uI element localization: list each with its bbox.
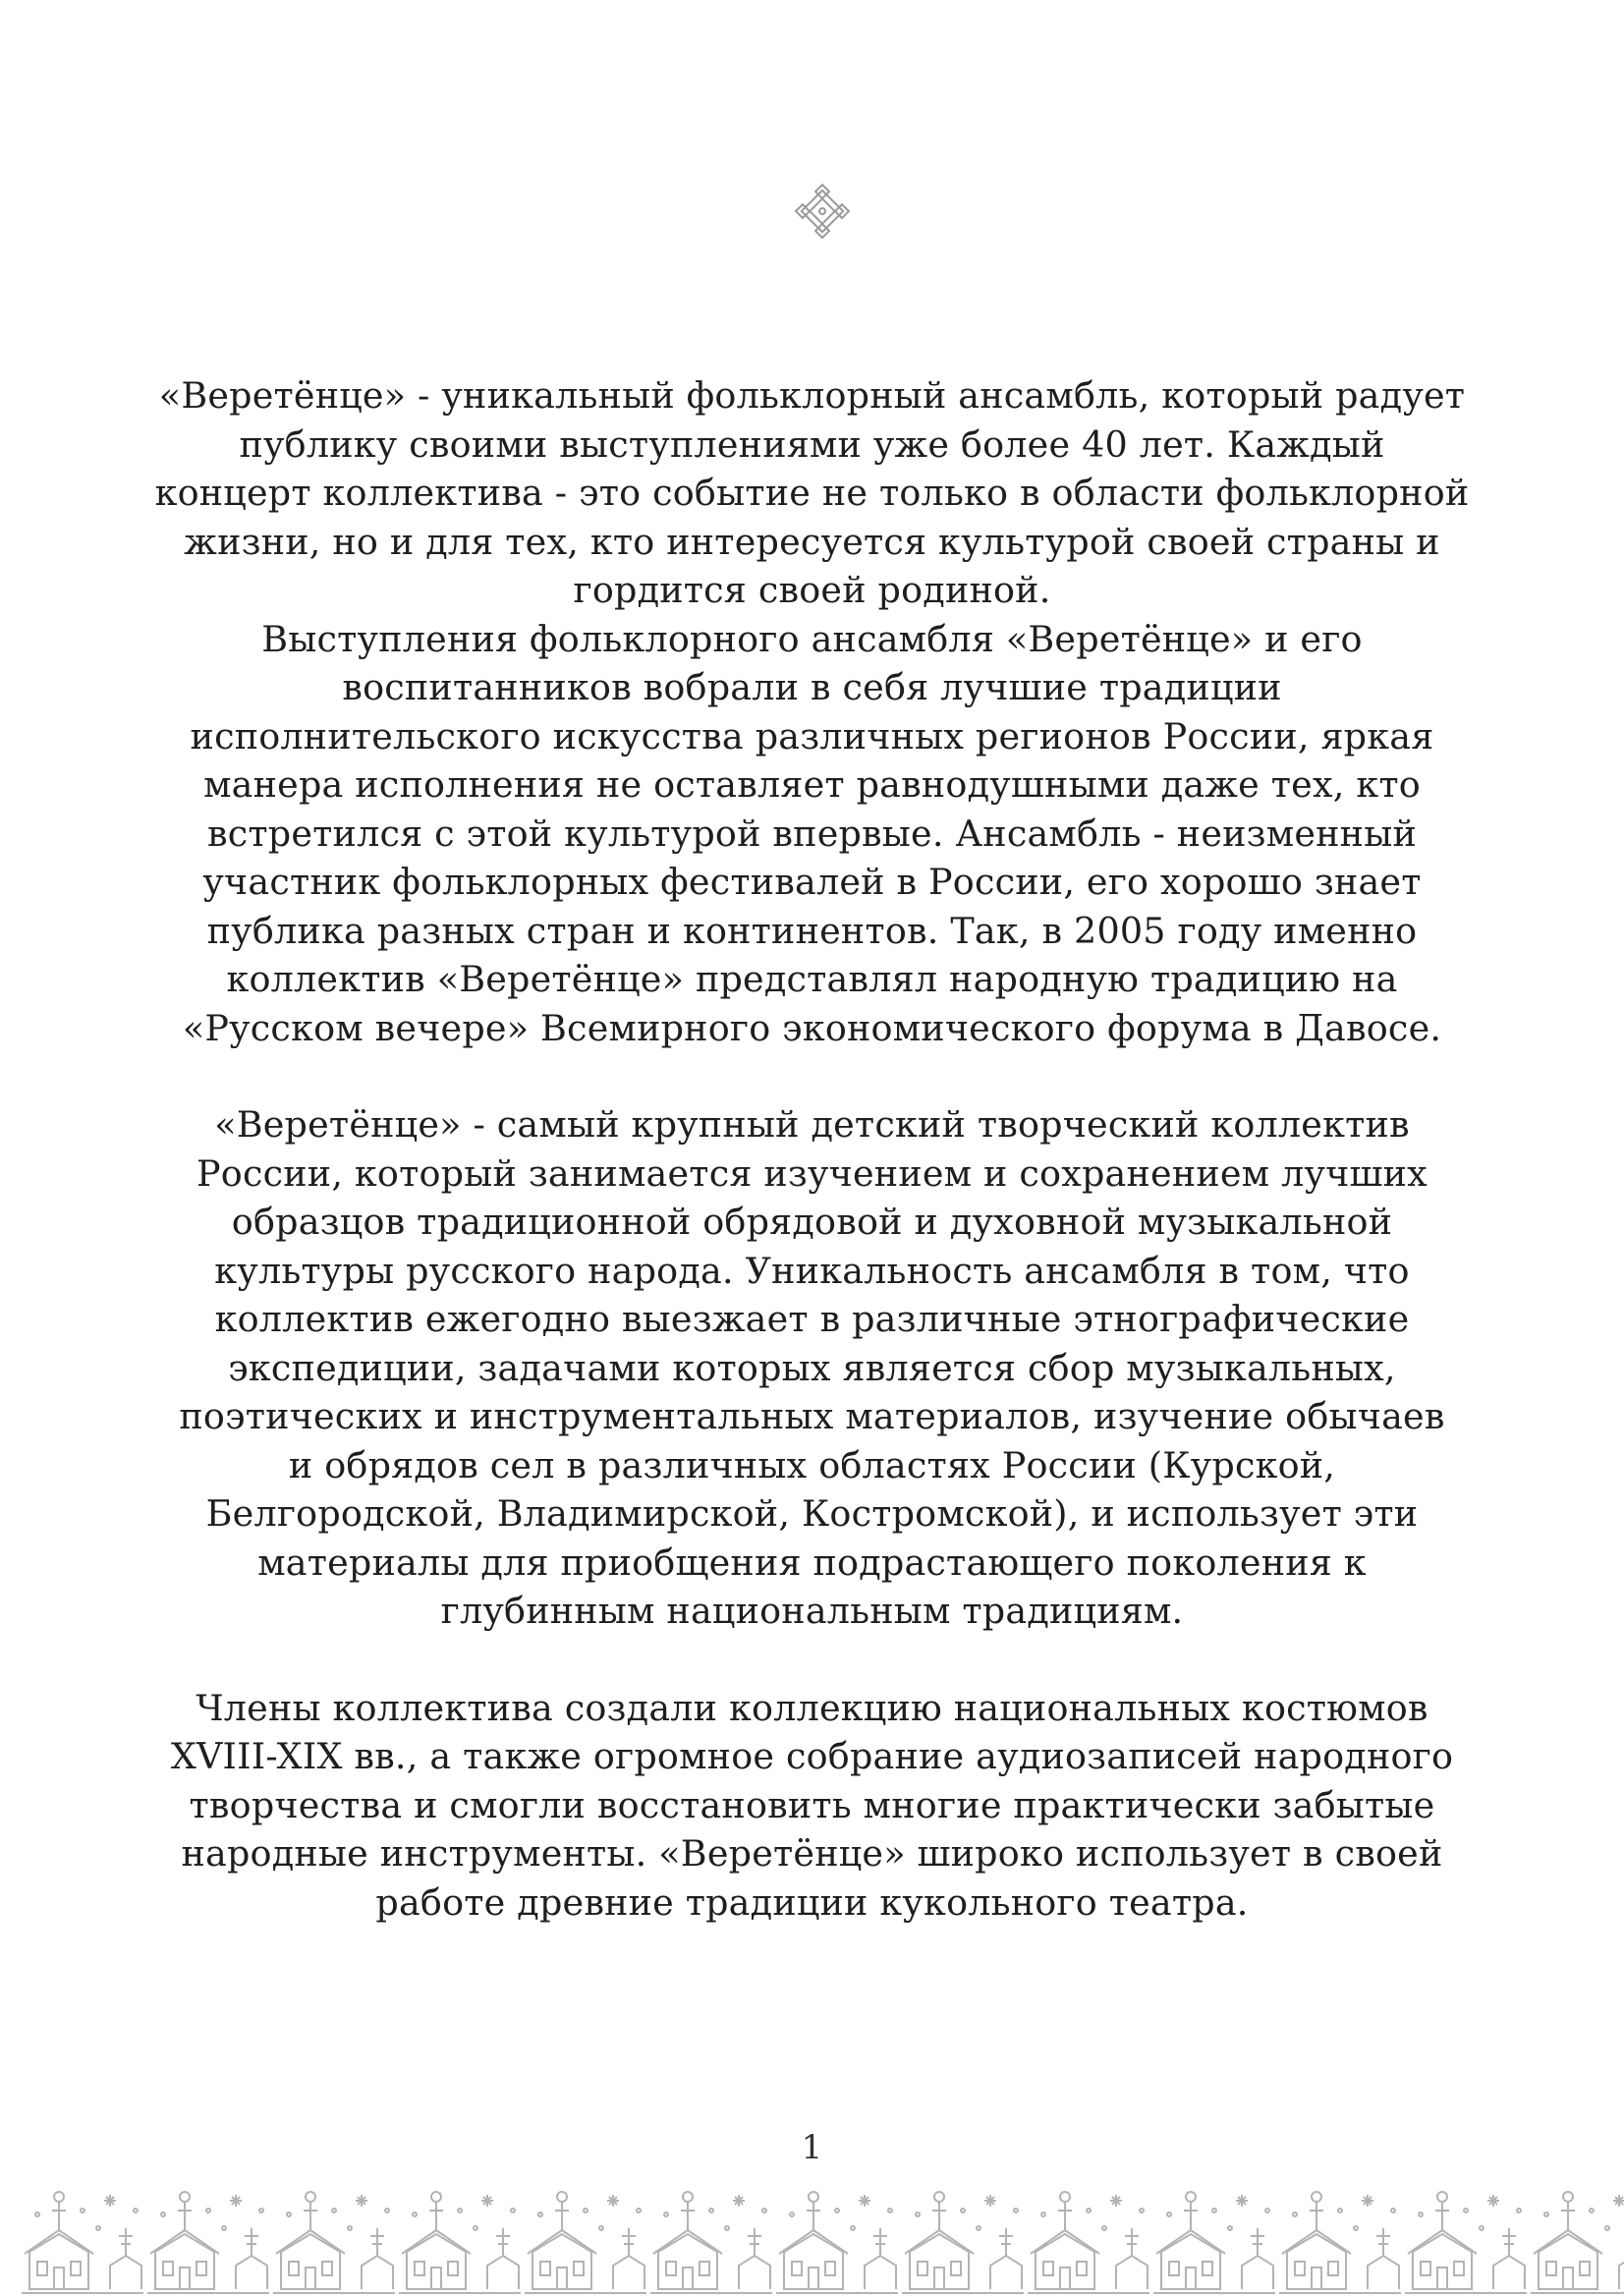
text-line: публику своими выступлениями уже более 40 лет. Каждый [239,422,1385,466]
text-line: коллектив ежегодно выезжает в различные этнографические [214,1298,1410,1340]
knot-ornament-icon [792,181,853,242]
text-line: Члены коллектива создали коллекцию национальных костюмов [196,1686,1428,1729]
text-line: публика разных стран и континентов. Так, в 2005 году именно [206,909,1418,952]
text-line: Белгородской, Владимирской, Костромской), и использует эти [205,1492,1419,1535]
paragraph-1 [118,371,1506,1052]
text-line: Выступления фольклорного ансамбля «Веретёнце» и его [261,617,1363,660]
text-line: экспедиции, задачами которых является сбор музыкальных, [228,1346,1396,1389]
text-line: концерт коллектива - это событие не только в области фольклорной [154,472,1470,514]
text-line: России, который занимается изучением и сохранением лучших [196,1151,1428,1195]
text-line: творчества и смогли восстановить многие практически забытые [189,1783,1435,1826]
text-line: глубинным национальным традициям. [440,1590,1184,1632]
text-line: XVIII-XIX вв., а также огромное собрание аудиозаписей народного [170,1735,1454,1777]
paragraph-3 [118,1684,1506,1928]
text-line: народные инструменты. «Веретёнце» широко использует в своей [181,1832,1443,1875]
text-line: материалы для приобщения подрастающего поколения к [257,1540,1367,1584]
page-number: 1 [801,2128,823,2167]
text-line: воспитанников вобрали в себя лучшие традиции [342,666,1282,708]
text-line: исполнительского искусства различных регионов России, яркая [190,714,1434,757]
main-text [118,371,1506,1927]
text-line: образцов традиционной обрядовой и духовной музыкальной [231,1201,1393,1243]
text-line: гордится своей родиной. [573,569,1051,611]
text-line: «Веретёнце» - самый крупный детский творческий коллектив [214,1103,1410,1146]
text-line: коллектив «Веретёнце» представлял народную традицию на [226,958,1398,1000]
text-line: «Веретёнце» - уникальный фольклорный ансамбль, который радует [158,374,1466,417]
text-line: культуры русского народа. Уникальность ансамбля в том, что [214,1249,1410,1292]
village-church-pattern-icon [0,2171,1624,2296]
text-line: работе древние традиции кукольного театра. [375,1880,1249,1924]
paragraph-2 [118,1100,1506,1636]
text-line: встретился с этой культурой впервые. Ансамбль - неизменный [207,812,1417,855]
text-line: участник фольклорных фестивалей в России, его хорошо знает [202,861,1422,903]
text-line: жизни, но и для тех, кто интересуется культурой своей страны и [184,520,1440,563]
text-line: и обрядов сел в различных областях России (Курской, [288,1443,1336,1486]
text-line: «Русском вечере» Всемирного экономического форума в Давосе. [182,1006,1442,1049]
text-line: поэтических и инструментальных материалов, изучение обычаев [179,1395,1445,1437]
text-line: манера исполнения не оставляет равнодушными даже тех, кто [203,763,1421,806]
